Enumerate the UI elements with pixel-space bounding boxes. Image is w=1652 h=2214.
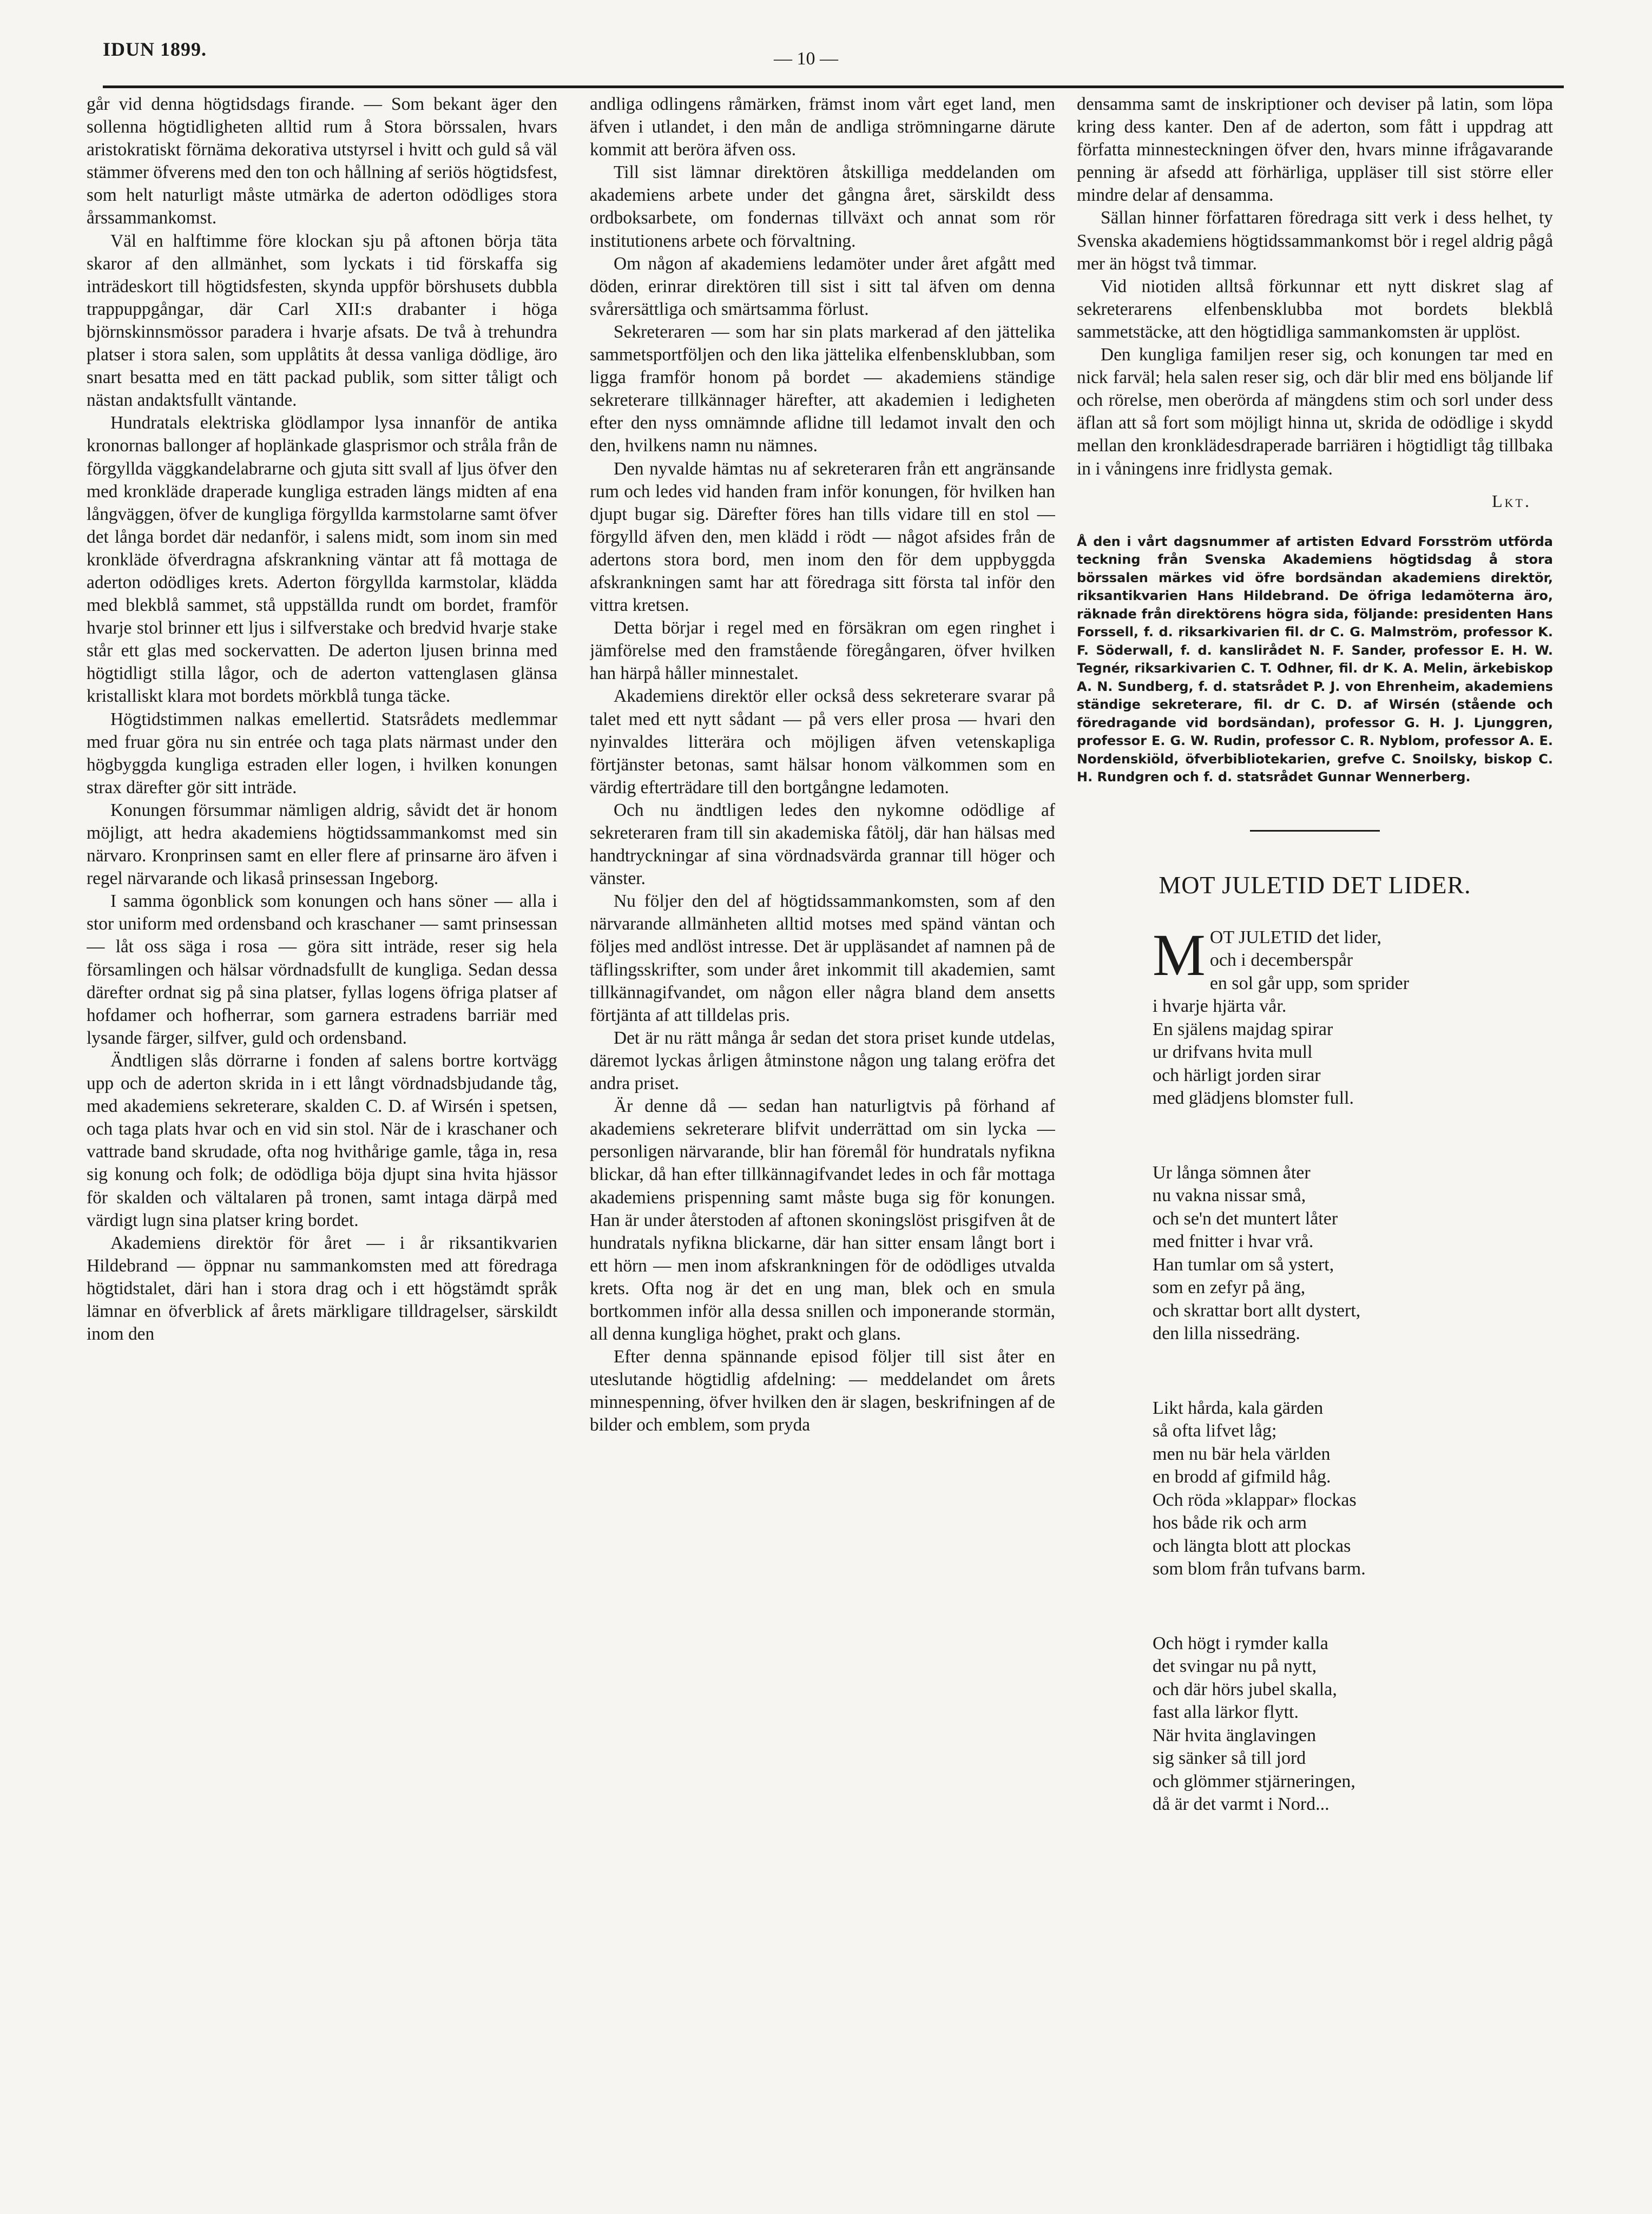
poem-line: ur drifvans hvita mull bbox=[1153, 1042, 1313, 1063]
poem-line: i hvarje hjärta vår. bbox=[1153, 996, 1287, 1017]
poem-line: fast alla lärkor flytt. bbox=[1153, 1702, 1299, 1723]
poem-line: och härligt jorden sirar bbox=[1153, 1065, 1321, 1085]
page-number: — 10 — bbox=[774, 49, 838, 69]
section-divider bbox=[1250, 830, 1380, 832]
page-header bbox=[103, 38, 1564, 70]
poem-line: och glömmer stjärneringen, bbox=[1153, 1771, 1355, 1791]
poem-line: När hvita änglavingen bbox=[1153, 1725, 1317, 1745]
poem-line: det svingar nu på nytt, bbox=[1153, 1656, 1317, 1677]
poem-line: OT JULETID det lider, bbox=[1209, 927, 1381, 947]
publication-title: IDUN 1899. bbox=[103, 38, 207, 60]
paragraph: Akademiens direktör för året — i år riksantikvarien Hildebrand — öppnar nu sammankomsten med att föredraga högtidstalet, däri han i stora drag och i ett högstämdt språk lämnar en öfverblick af årets märkligare tilldragelser, särskildt inom den bbox=[87, 1233, 557, 1345]
poem-line: Och högt i rymder kalla bbox=[1153, 1633, 1328, 1653]
paragraph: Sekreteraren — som har sin plats markerad af den jättelika sammetsportföljen och den lika jättelika elfenbensklubban, som ligga framför honom på bordet — akademiens ständige sekreterare tillkännager härefter, att akademien i ledigheten efter den nyss omnämnde aflidne till ledamot invalt den och den, hvilkens namn nu nämnes. bbox=[590, 321, 1055, 456]
poem-line: och skrattar bort allt dystert, bbox=[1153, 1300, 1361, 1321]
paragraph: Akademiens direktör eller också dess sekreterare svarar på talet med ett nytt sådant — på vers eller prosa — hvari den nyinvaldes litterära och möjligen äfven vetenskapliga förtjänster betonas, samt hälsar honom välkommen som en värdig efterträdare till den bortgångne ledamoten. bbox=[590, 686, 1055, 798]
paragraph: Till sist lämnar direktören åtskilliga meddelanden om akademiens arbete under det gångna året, särskildt dess ordboksarbete, om fondernas tillväxt och annat som rör institutionens arbete och förvaltning. bbox=[590, 162, 1055, 251]
poem-line: och i decemberspår bbox=[1209, 950, 1353, 971]
paragraph: andliga odlingens råmärken, främst inom vårt eget land, men äfven i utlandet, i den mån de andliga strömningarne därute kommit att beröra äfven oss. bbox=[590, 94, 1055, 160]
paragraph: Om någon af akademiens ledamöter under året afgått med döden, erinrar direktören till sist i sitt tal äfven om denna svårersättliga och smärtsamma förlust. bbox=[590, 253, 1055, 319]
poem-line: då är det varmt i Nord... bbox=[1153, 1794, 1330, 1815]
poem-line: Han tumlar om så ystert, bbox=[1153, 1254, 1334, 1275]
paragraph: Högtidstimmen nalkas emellertid. Statsrådets medlemmar med fruar göra nu sin entrée och taga plats närmast under den högbyggda kungliga estraden eller logen, i hvilken konungen strax därefter gör sitt inträde. bbox=[87, 709, 557, 798]
paragraph: I samma ögonblick som konungen och hans söner — alla i stor uniform med ordensband och kraschaner — samt prinsessan — låt oss säga i rosa — göra sitt inträde, reser sig hela församlingen och hälsar vördnadsfullt de kungliga. Sedan dessa därefter ordnat sig på sina platser, fyllas logens öfriga platser af hofdamer och hofherrar, som garnera estradens barriär med lysande färger, silfver, guld och ordensband. bbox=[87, 891, 557, 1048]
poem bbox=[1153, 921, 1553, 1816]
column-2 bbox=[590, 93, 1055, 2182]
poem-line: Likt hårda, kala gärden bbox=[1153, 1398, 1324, 1418]
poem-line: Ur långa sömnen åter bbox=[1153, 1162, 1311, 1183]
paragraph: Konungen försummar nämligen aldrig, såvidt det är honom möjligt, att hedra akademiens högtidssammankomst med sin närvaro. Kronprinsen samt en eller flere af prinsarne äro äfven i regel närvarande och likaså prinsessan Ingeborg. bbox=[87, 800, 557, 889]
column-3 bbox=[1077, 93, 1553, 2182]
poem-line: men nu bär hela världen bbox=[1153, 1444, 1331, 1464]
paragraph: Detta börjar i regel med en försäkran om egen ringhet i jämförelse med den framstående föregångaren, öfver hvilken han härpå håller minnestalet. bbox=[590, 618, 1055, 684]
stanza-2 bbox=[1153, 1162, 1553, 1346]
stanza-4 bbox=[1153, 1632, 1553, 1816]
paragraph: Nu följer den del af högtidssammankomsten, som af den närvarande allmänheten alltid motses med spänd väntan och följes med andlöst intresse. Det är uppläsandet af namnen på de täflingsskrifter, som under året inkommit till akademien, samt tillkännagifvandet, om någon eller några bland dem ansetts förtjänta af att tilldelas pris. bbox=[590, 891, 1055, 1025]
paragraph: Det är nu rätt många år sedan det stora priset kunde utdelas, däremot lyckas årligen åtminstone någon ung talang eröfra det andra priset. bbox=[590, 1027, 1055, 1094]
paragraph: Den kungliga familjen reser sig, och konungen tar med en nick farväl; hela salen reser sig, och där blir med ens böljande lif och rörelse, men oberörda af mängdens stim och sorl under dess äflan att så fort som möjligt hinna ut, skrida de odödlige i skydd mellan den kronklädesdraperade barriären i högtidligt tåg tillbaka in i våningens inre fridlysta gemak. bbox=[1077, 345, 1553, 479]
poem-line: och längta blott att plockas bbox=[1153, 1536, 1351, 1556]
poem-line: och se'n det muntert låter bbox=[1153, 1208, 1338, 1229]
paragraph: densamma samt de inskriptioner och deviser på latin, som löpa kring dess kanter. Den af de aderton, som fått i uppdrag att författa minnesteckningen öfver den, hvars minne ifrågavarande penning är afsedd att förhärliga, uppläser till sist större eller mindre delar af densamma. bbox=[1077, 94, 1553, 206]
poem-line: sig sänker så till jord bbox=[1153, 1748, 1306, 1769]
poem-title: MOT JULETID DET LIDER. bbox=[1159, 871, 1471, 899]
poem-line: nu vakna nissar små, bbox=[1153, 1185, 1306, 1206]
paragraph: Efter denna spännande episod följer till sist åter en uteslutande högtidlig afdelning: — meddelandet om årets minnespenning, öfver hvilken den är slagen, beskrifningen af de bilder och emblem, som pryda bbox=[590, 1347, 1055, 1435]
paragraph: Är denne då — sedan han naturligtvis på förhand af akademiens sekreterare blifvit underrättad om sin lycka — personligen närvarande, blir han föremål för hundratals nyfikna blickar, då han efter tillkännagifvandet ledes in och får mottaga akademiens prispenning samt måste buga sig för konungen. Han är under återstoden af aftonen skoningslöst prisgifven åt de hundratals nyfikna blickarne, där han sitter ensam långt bort i ett hörn — men inom afskrankningen för de odödliges utvalda krets. Ofta nog är det en ung man, blek och en smula bortkommen inför alla dessa snillen och imponerande stormän, all denna kungliga höghet, prakt och glans. bbox=[590, 1096, 1055, 1345]
stanza-1 bbox=[1153, 921, 1553, 1110]
illustration-caption: Å den i vårt dagsnummer af artisten Edvard Forsström utförda teckning från Svenska Akademiens högtidsdag å stora börssalen märkes vid öfre bordsändan akademiens direktör, riksantikvarien Hans Hildebrand. De öfriga ledamöterna äro, räknade från direktörens högra sida, följande: presidenten Hans Forssell, f. d. riksarkivarien fil. dr C. G. Malmström, professor K. F. Söderwall, f. d. kanslirådet N. F. Sander, professor E. H. W. Tegnér, riksarkivarien C. T. Odhner, fil. dr K. A. Melin, ärkebiskop A. N. Sundberg, f. d. statsrådet P. J. von Ehrenheim, akademiens ständige sekreterare, fil. dr C. D. af Wirsén (stående och föredragande vid bordsändan), professor G. H. J. Ljunggren, professor E. G. W. Rudin, professor C. R. Nyblom, professor A. E. Nordenskiöld, öfverbibliotekarien, grefve C. Snoilsky, biskop C. H. Rundgren och f. d. statsrådet Gunnar Wennerberg. bbox=[1077, 533, 1553, 785]
poem-line: med fnitter i hvar vrå. bbox=[1153, 1231, 1314, 1252]
paragraph: Väl en halftimme före klockan sju på aftonen börja täta skaror af den allmänhet, som lyckats i tid förskaffa sig inträdeskort till högtidsfesten, skynda uppför börshusets dubbla trappuppgångar, där Carl XII:s drabanter i höga björnskinnsmössor paradera i hvarje afsats. De två à trehundra platser i stora salen, som upplåtits åt dessa vanliga dödlige, äro snart besatta med en tätt packad publik, som sitter tåligt och nästan andaktsfullt väntande. bbox=[87, 230, 557, 411]
poem-line: som blom från tufvans barm. bbox=[1153, 1559, 1366, 1579]
poem-line: och där hörs jubel skalla, bbox=[1153, 1679, 1337, 1699]
paragraph: går vid denna högtidsdags firande. — Som bekant äger den sollenna högtidligheten alltid rum å Stora börssalen, hvars aristokratiskt förnäma dekorativa utstyrsel i hvitt och guld så väl stämmer öfverens med den ton och hållning af seriös högtidsfest, som helt naturligt måste utmärka de aderton odödliges stora årssammankomst. bbox=[87, 94, 557, 228]
poem-line: en brodd af gifmild håg. bbox=[1153, 1467, 1331, 1487]
column-1 bbox=[87, 93, 557, 2182]
paragraph: Och nu ändtligen ledes den nykomne odödlige af sekreteraren fram till sin akademiska fåtölj, där han hälsas med handtryckningar af sina vördnadsvärda grannar till höger och vänster. bbox=[590, 800, 1055, 889]
poem-line: så ofta lifvet låg; bbox=[1153, 1421, 1277, 1441]
poem-line: den lilla nissedräng. bbox=[1153, 1323, 1300, 1344]
header-rule bbox=[103, 85, 1564, 88]
stanza-3 bbox=[1153, 1397, 1553, 1581]
paragraph: Vid niotiden alltså förkunnar ett nytt diskret slag af sekreterarens elfenbensklubba mot bordets blekblå sammetstäcke, att den högtidliga sammankomsten är upplöst. bbox=[1077, 276, 1553, 342]
poem-line: En själens majdag spirar bbox=[1153, 1019, 1333, 1039]
drop-cap: M bbox=[1153, 921, 1206, 988]
paragraph: Hundratals elektriska glödlampor lysa innanför de antika kronornas ballonger af hoplänkade glasprismor och stråla från de förgyllda väggkandelabrarne och gjuta sitt svall af ljus öfver den med kronkläde draperade kungliga estraden längs midten af ena långväggen, öfver de kungliga förgyllda karmstolarne samt öfver det långa bordet där nedanför, i salens midt, som inom sin med kronkläde öfverdragna afskrankning väntar att få mottaga de aderton odödliges krets. Aderton förgyllda karmstolar, klädda med blekblå sammet, stå uppställda rundt om bordet, framför hvarje stol brinner ett ljus i silfverstake och bredvid hvarje stake står ett glas med sockervatten. De aderton ljusen brinna med högtidligt stilla lågor, och de aderton vattenglasen glänsa kristalliskt klara mot bordets mörkblå tunga täcke. bbox=[87, 413, 557, 707]
paragraph: Den nyvalde hämtas nu af sekreteraren från ett angränsande rum och ledes vid handen fram inför konungen, för hvilken han djupt bugar sig. Därefter föres han tills vidare till en stol — förgylld äfven den, men klädd i rödt — något afsides från de adertons stora bord, men inom den för dem uppbyggda afskrankningen samt har att föredraga sitt första tal inför den vittra kretsen. bbox=[590, 458, 1055, 616]
author-signature: Lkt. bbox=[1492, 491, 1531, 511]
paragraph: Sällan hinner författaren föredraga sitt verk i dess helhet, ty Svenska akademiens högtidssammankomst bör i regel aldrig pågå mer än högst två timmar. bbox=[1077, 208, 1553, 274]
poem-line: en sol går upp, som sprider bbox=[1209, 973, 1410, 993]
poem-line: som en zefyr på äng, bbox=[1153, 1277, 1306, 1298]
poem-line: med glädjens blomster full. bbox=[1153, 1088, 1354, 1109]
poem-line: Och röda »klappar» flockas bbox=[1153, 1490, 1357, 1510]
poem-line: hos både rik och arm bbox=[1153, 1513, 1307, 1533]
paragraph: Ändtligen slås dörrarne i fonden af salens bortre kortvägg upp och de aderton skrida in i ett långt vördnadsbjudande tåg, med akademiens sekreterare, skalden C. D. af Wirsén i spetsen, och taga plats hvar och en vid sin stol. När de i kraschaner och vattrade band skrudade, ofta nog hvithårige gamle, tåga in, resa sig konung och folk; de odödliga böja djupt sina hvita hjässor för skalden och vältalaren på tronen, samt intaga därpå med värdigt lugn sina platser kring bordet. bbox=[87, 1050, 557, 1230]
